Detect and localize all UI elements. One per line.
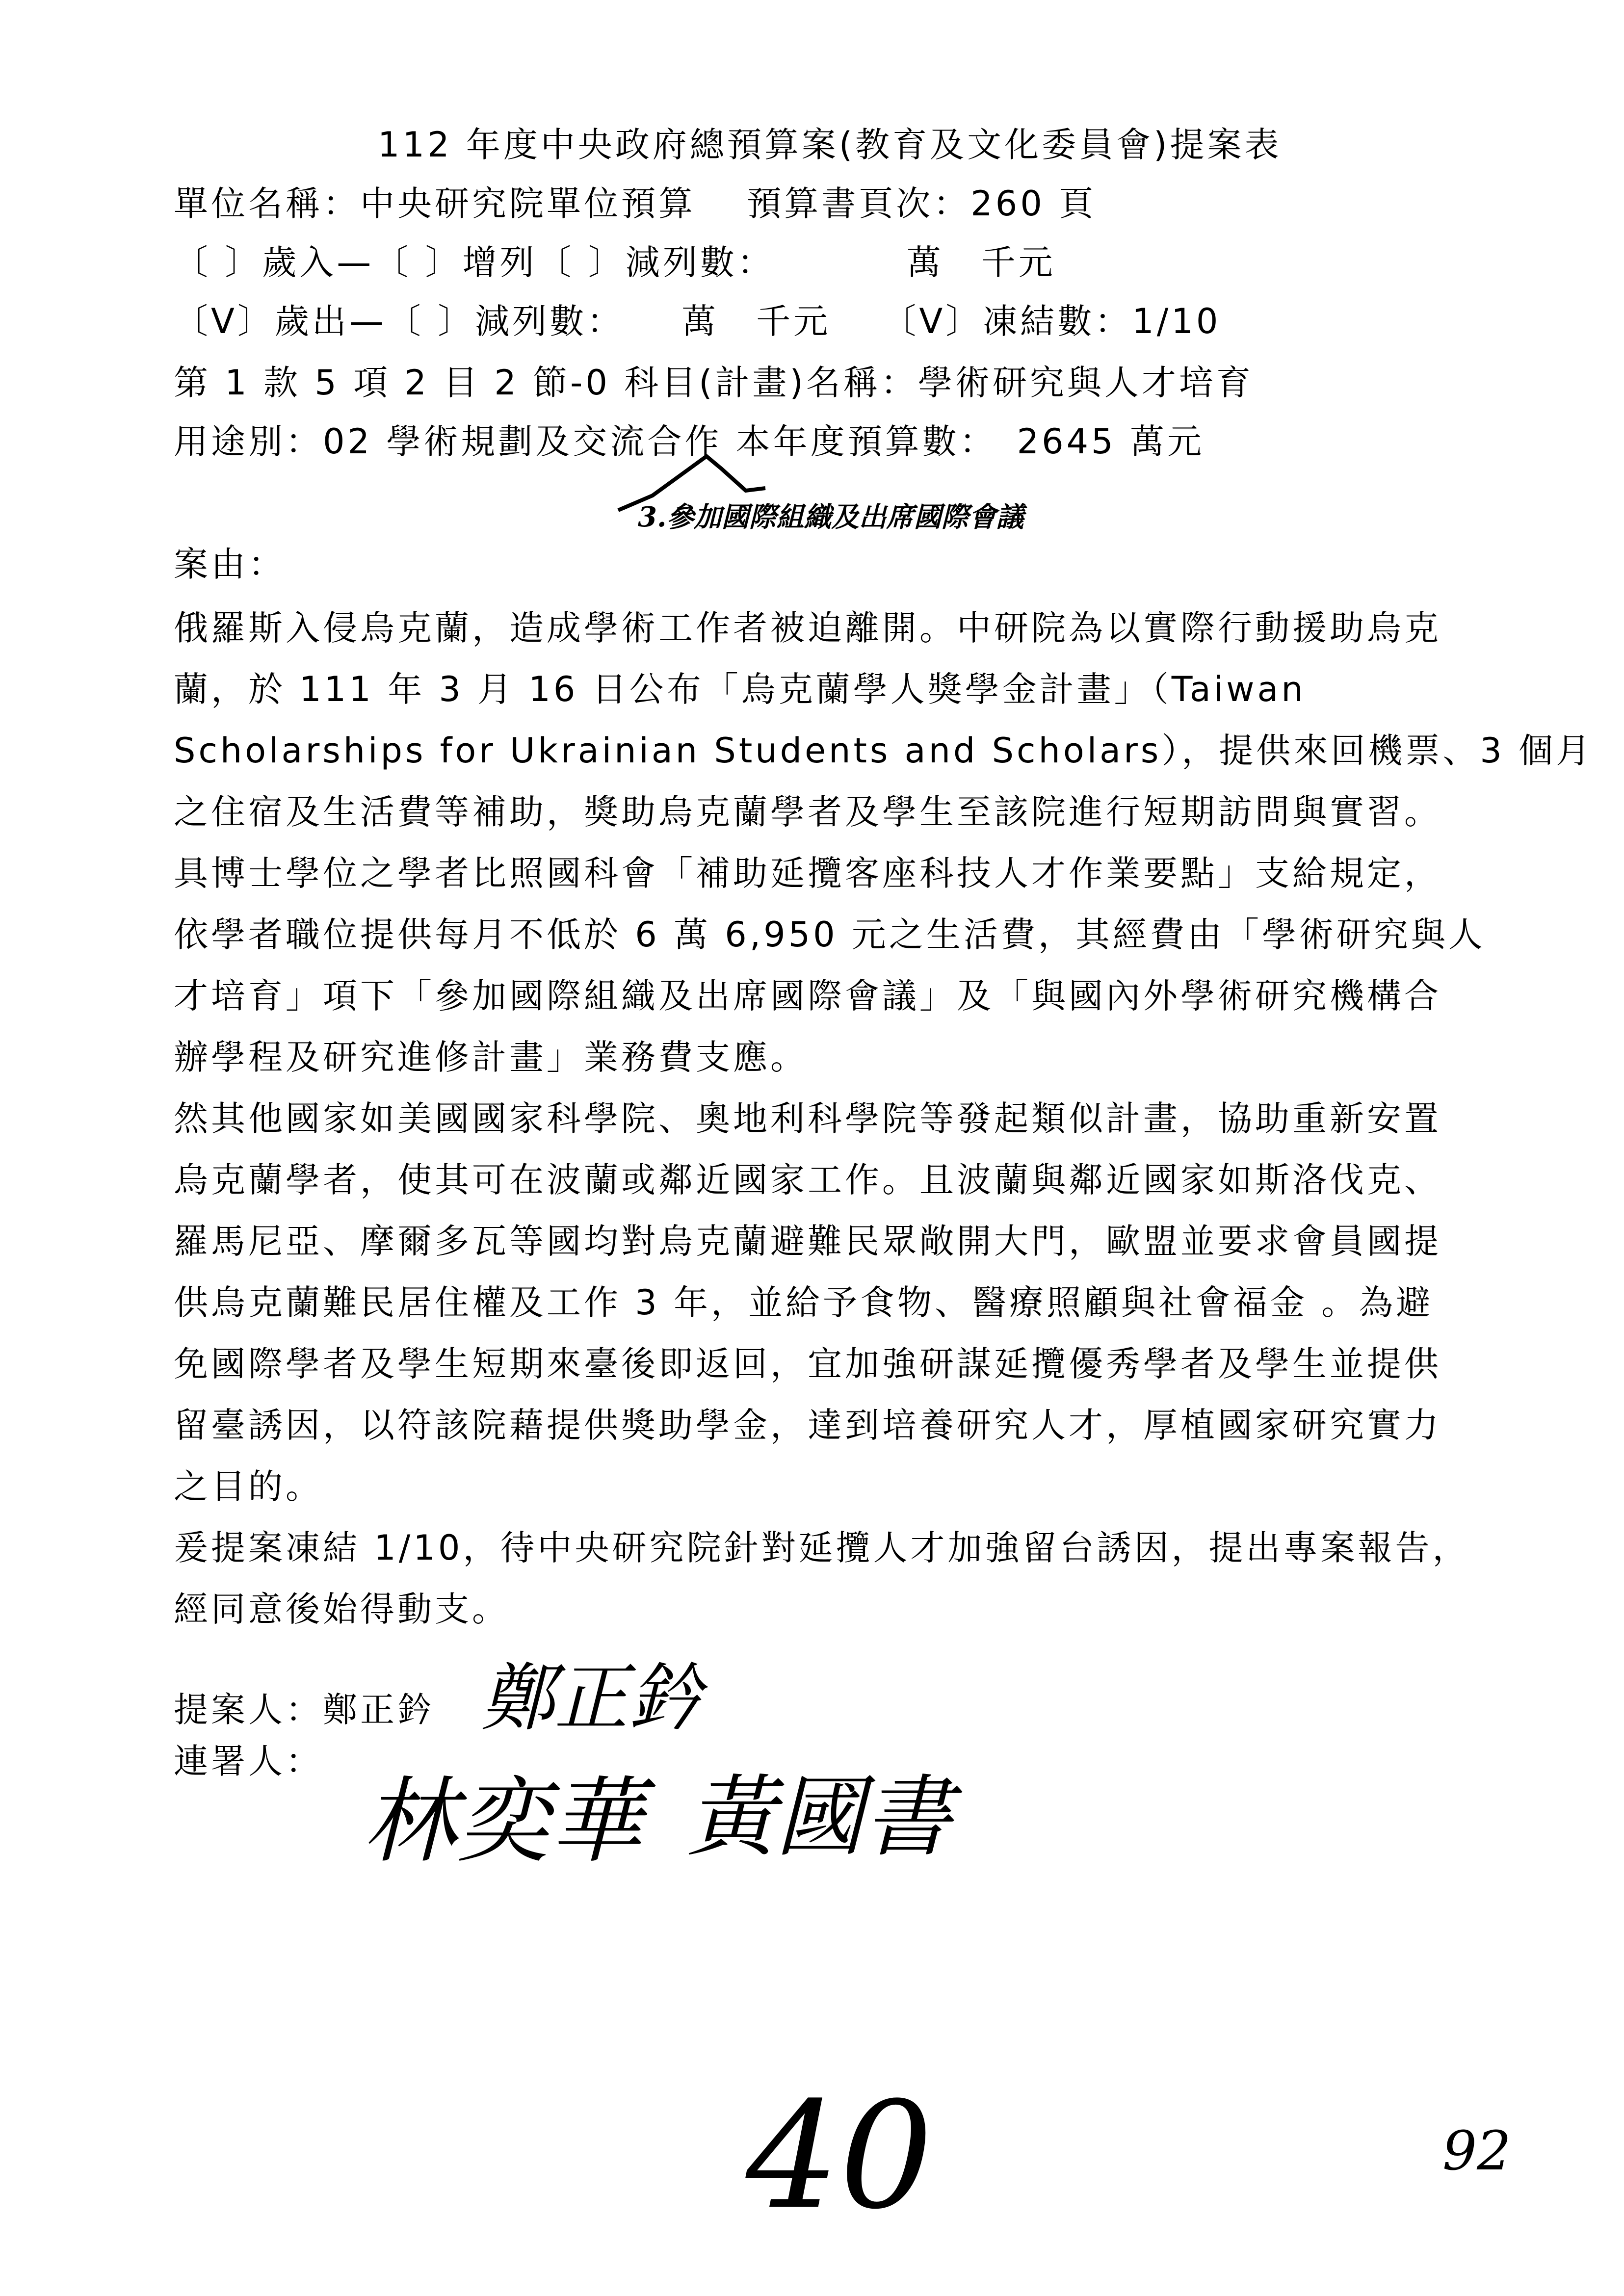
body-line: 依學者職位提供每月不低於 6 萬 6,950 元之生活費，其經費由「學術研究與人 [174,914,1486,955]
proposer-label: 提案人：鄭正鈐 [174,1690,435,1730]
expenditure-line: 〔V〕歲出—〔 〕減列數： 萬 千元 〔V〕凍結數：1/10 [174,301,1221,341]
body-line: 俄羅斯入侵烏克蘭，造成學術工作者被迫離開。中研院為以實際行動援助烏克 [174,608,1441,648]
body-line: 之住宿及生活費等補助，獎助烏克蘭學者及學生至該院進行短期訪問與實習。 [174,792,1441,832]
cosigner-signature: 黃國書 [687,1766,952,1869]
cosigner-label: 連署人： [174,1741,323,1781]
body-line: 經同意後始得動支。 [174,1589,509,1629]
cosigner-signature: 林奕華 [363,1767,643,1876]
body-line: 烏克蘭學者，使其可在波蘭或鄰近國家工作。且波蘭與鄰近國家如斯洛伐克、 [174,1160,1441,1200]
reason-label: 案由： [174,544,286,584]
body-line: 羅馬尼亞、摩爾多瓦等國均對烏克蘭避難民眾敞開大門，歐盟並要求會員國提 [174,1221,1441,1261]
body-line: 爰提案凍結 1/10，待中央研究院針對延攬人才加強留台誘因，提出專案報告， [174,1528,1470,1568]
body-line: 供烏克蘭難民居住權及工作 3 年，並給予食物、醫療照顧與社會福金 。為避 [174,1282,1434,1323]
body-line: 之目的。 [174,1466,323,1507]
usage-line: 用途別：02 學術規劃及交流合作 本年度預算數： 2645 萬元 [174,421,1205,462]
body-line: 才培育」項下「參加國際組織及出席國際會議」及「與國內外學術研究機構合 [174,976,1441,1016]
body-line: 辦學程及研究進修計畫」業務費支應。 [174,1037,808,1077]
body-line: 免國際學者及學生短期來臺後即返回，宜加強研謀延攬優秀學者及學生並提供 [174,1344,1441,1384]
revenue-line: 〔 〕歲入—〔 〕增列〔 〕減列數： 萬 千元 [174,242,1056,283]
proposer-signature: 鄭正鈐 [481,1656,702,1741]
body-line: 具博士學位之學者比照國科會「補助延攬客座科技人才作業要點」支給規定， [174,853,1441,893]
item-name-line: 第 1 款 5 項 2 目 2 節-0 科目(計畫)名稱：學術研究與人才培育 [174,363,1254,403]
body-line: Scholarships for Ukrainian Students and Scholars），提供來回機票、3 個月 [174,731,1594,771]
body-line: 留臺誘因，以符該院藉提供獎助學金，達到培養研究人才，厚植國家研究實力 [174,1405,1441,1445]
page-number: 92 [1442,2119,1511,2182]
handwritten-insert: 3.參加國際組織及出席國際會議 [638,501,1024,533]
unit-name-line: 單位名稱：中央研究院單位預算 預算書頁次：260 頁 [174,183,1097,224]
handwritten-number: 40 [746,2070,933,2242]
body-line: 蘭，於 111 年 3 月 16 日公布「烏克蘭學人獎學金計畫」（Taiwan [174,669,1306,709]
document-title: 112 年度中央政府總預算案(教育及文化委員會)提案表 [378,125,1282,165]
body-line: 然其他國家如美國國家科學院、奧地利科學院等發起類似計畫，協助重新安置 [174,1098,1441,1139]
